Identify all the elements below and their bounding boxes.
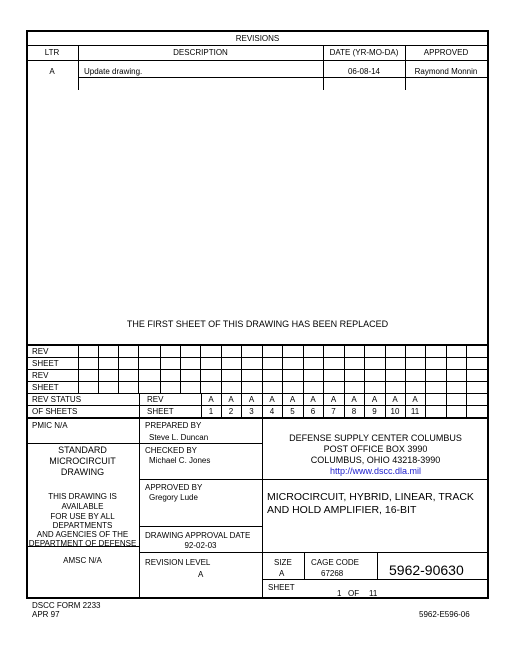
- sheet-number-cell: 7: [331, 407, 336, 416]
- standard-line2: MICROCIRCUIT: [49, 456, 116, 466]
- grid-divider: [405, 344, 406, 393]
- checked-by-name: Michael C. Jones: [149, 456, 211, 465]
- availability-line4: DEPARTMENTS: [52, 521, 113, 530]
- sheet-number-cell: 10: [390, 407, 400, 416]
- availability-line2: AVAILABLE: [61, 502, 104, 511]
- prepared-by-label: PREPARED BY: [145, 421, 202, 430]
- sheet-number-cell: 9: [372, 407, 377, 416]
- grid-divider: [78, 344, 79, 393]
- grid-label-rev: REV: [32, 371, 49, 380]
- grid-divider: [262, 344, 263, 393]
- rev-status-cell: A: [330, 395, 337, 404]
- header-description: DESCRIPTION: [173, 48, 228, 57]
- sheet-label: SHEET: [268, 583, 295, 592]
- grid-divider: [364, 344, 365, 393]
- form-date: APR 97: [32, 610, 60, 619]
- standard-line1: STANDARD: [58, 445, 107, 455]
- rev-status-cell: A: [248, 395, 255, 404]
- grid-divider: [323, 344, 324, 393]
- sheet-number-cell: 11: [410, 407, 420, 416]
- approved-by-label: APPROVED BY: [145, 483, 203, 492]
- rev-status-cell: A: [412, 395, 418, 404]
- sheet-number-cell: 2: [228, 407, 234, 416]
- revision-level-label: REVISION LEVEL: [145, 558, 211, 567]
- grid-divider: [385, 344, 386, 393]
- grid-label-rev: REV: [32, 347, 49, 356]
- form-number: DSCC FORM 2233: [32, 601, 101, 610]
- dscc-url-link[interactable]: http://www.dscc.dla.mil: [329, 466, 422, 476]
- rev-status-cell: A: [289, 395, 296, 404]
- header-ltr: LTR: [44, 48, 60, 57]
- drawing-number: 5962-90630: [389, 562, 464, 578]
- grid-divider: [303, 344, 304, 393]
- checked-by-label: CHECKED BY: [145, 446, 198, 455]
- grid-label-sheet: SHEET: [32, 383, 59, 392]
- cage-code-value: 67268: [321, 569, 344, 578]
- revision-description: Update drawing.: [84, 67, 143, 76]
- grid-divider: [160, 344, 161, 393]
- grid-divider: [138, 344, 139, 393]
- standard-line3: DRAWING: [60, 467, 105, 477]
- grid-divider: [180, 344, 181, 393]
- revision-level-value: A: [198, 570, 204, 579]
- approval-date-label: DRAWING APPROVAL DATE: [145, 531, 251, 540]
- cage-code-label: CAGE CODE: [311, 558, 360, 567]
- rev-status-label: REV STATUS: [32, 395, 82, 404]
- sheet-number-cell: 4: [269, 407, 275, 416]
- grid-divider: [425, 393, 426, 417]
- revision-approved: Raymond Monnin: [414, 67, 478, 76]
- dscc-line1: DEFENSE SUPPLY CENTER COLUMBUS: [289, 433, 462, 443]
- dscc-line3: COLUMBUS, OHIO 43218-3990: [310, 455, 441, 465]
- sheet-number-cell: 5: [290, 407, 295, 416]
- availability-line1: THIS DRAWING IS: [48, 492, 117, 501]
- revision-ltr: A: [49, 67, 55, 76]
- revision-date: 06-08-14: [347, 67, 381, 76]
- grid-divider: [282, 344, 283, 393]
- sheet-number-cell: 1: [208, 407, 214, 416]
- grid-divider: [446, 344, 447, 393]
- availability-line5: AND AGENCIES OF THE: [36, 530, 129, 539]
- grid-divider: [139, 393, 140, 417]
- grid-divider: [446, 393, 447, 417]
- prepared-by-name: Steve L. Duncan: [149, 433, 209, 442]
- rev-status-cell: A: [392, 395, 398, 404]
- header-approved: APPROVED: [423, 48, 469, 57]
- size-value: A: [279, 569, 285, 578]
- amsc-label: AMSC N/A: [63, 556, 102, 565]
- drawing-title-line1: MICROCIRCUIT, HYBRID, LINEAR, TRACK: [267, 491, 474, 503]
- rev-status-cell: A: [310, 395, 316, 404]
- replacement-notice: THE FIRST SHEET OF THIS DRAWING HAS BEEN REPLACED: [126, 319, 389, 329]
- rev-status-cell: A: [269, 395, 275, 404]
- sheet-of-label: OF: [348, 589, 360, 598]
- availability-line6: DEPARTMENT OF DEFENSE: [28, 539, 137, 548]
- sheet-number-cell: 3: [249, 407, 254, 416]
- sheet-number: 1: [337, 589, 342, 598]
- pmic-label: PMIC N/A: [32, 421, 68, 430]
- rev-status-cell: A: [371, 395, 378, 404]
- document-code: 5962-E596-06: [419, 610, 470, 619]
- grid-label-sheet: SHEET: [32, 359, 59, 368]
- grid-divider: [200, 344, 201, 393]
- grid-divider: [425, 344, 426, 393]
- dscc-line2: POST OFFICE BOX 3990: [323, 444, 428, 454]
- size-label: SIZE: [274, 558, 292, 567]
- revisions-title: REVISIONS: [235, 34, 280, 43]
- grid-divider: [221, 344, 222, 393]
- sheet-number-cell: 8: [351, 407, 357, 416]
- approved-by-name: Gregory Lude: [149, 493, 198, 502]
- rev-status-cell: A: [351, 395, 357, 404]
- grid-divider: [466, 393, 467, 417]
- availability-line3: FOR USE BY ALL: [50, 512, 115, 521]
- grid-divider: [344, 344, 345, 393]
- sheet-total: 11: [369, 589, 378, 598]
- grid-divider: [466, 344, 467, 393]
- rev-row-label: REV: [147, 395, 164, 404]
- rev-status-cell: A: [228, 395, 234, 404]
- drawing-title-line2: AND HOLD AMPLIFIER, 16-BIT: [267, 504, 417, 516]
- rev-status-cell: A: [208, 395, 214, 404]
- sheet-row-label: SHEET: [147, 407, 174, 416]
- of-sheets-label: OF SHEETS: [32, 407, 78, 416]
- approval-date-value: 92-02-03: [184, 541, 217, 550]
- grid-divider: [98, 344, 99, 393]
- header-date: DATE (YR-MO-DA): [329, 48, 399, 57]
- grid-divider: [118, 344, 119, 393]
- sheet-number-cell: 6: [310, 407, 316, 416]
- grid-divider: [241, 344, 242, 393]
